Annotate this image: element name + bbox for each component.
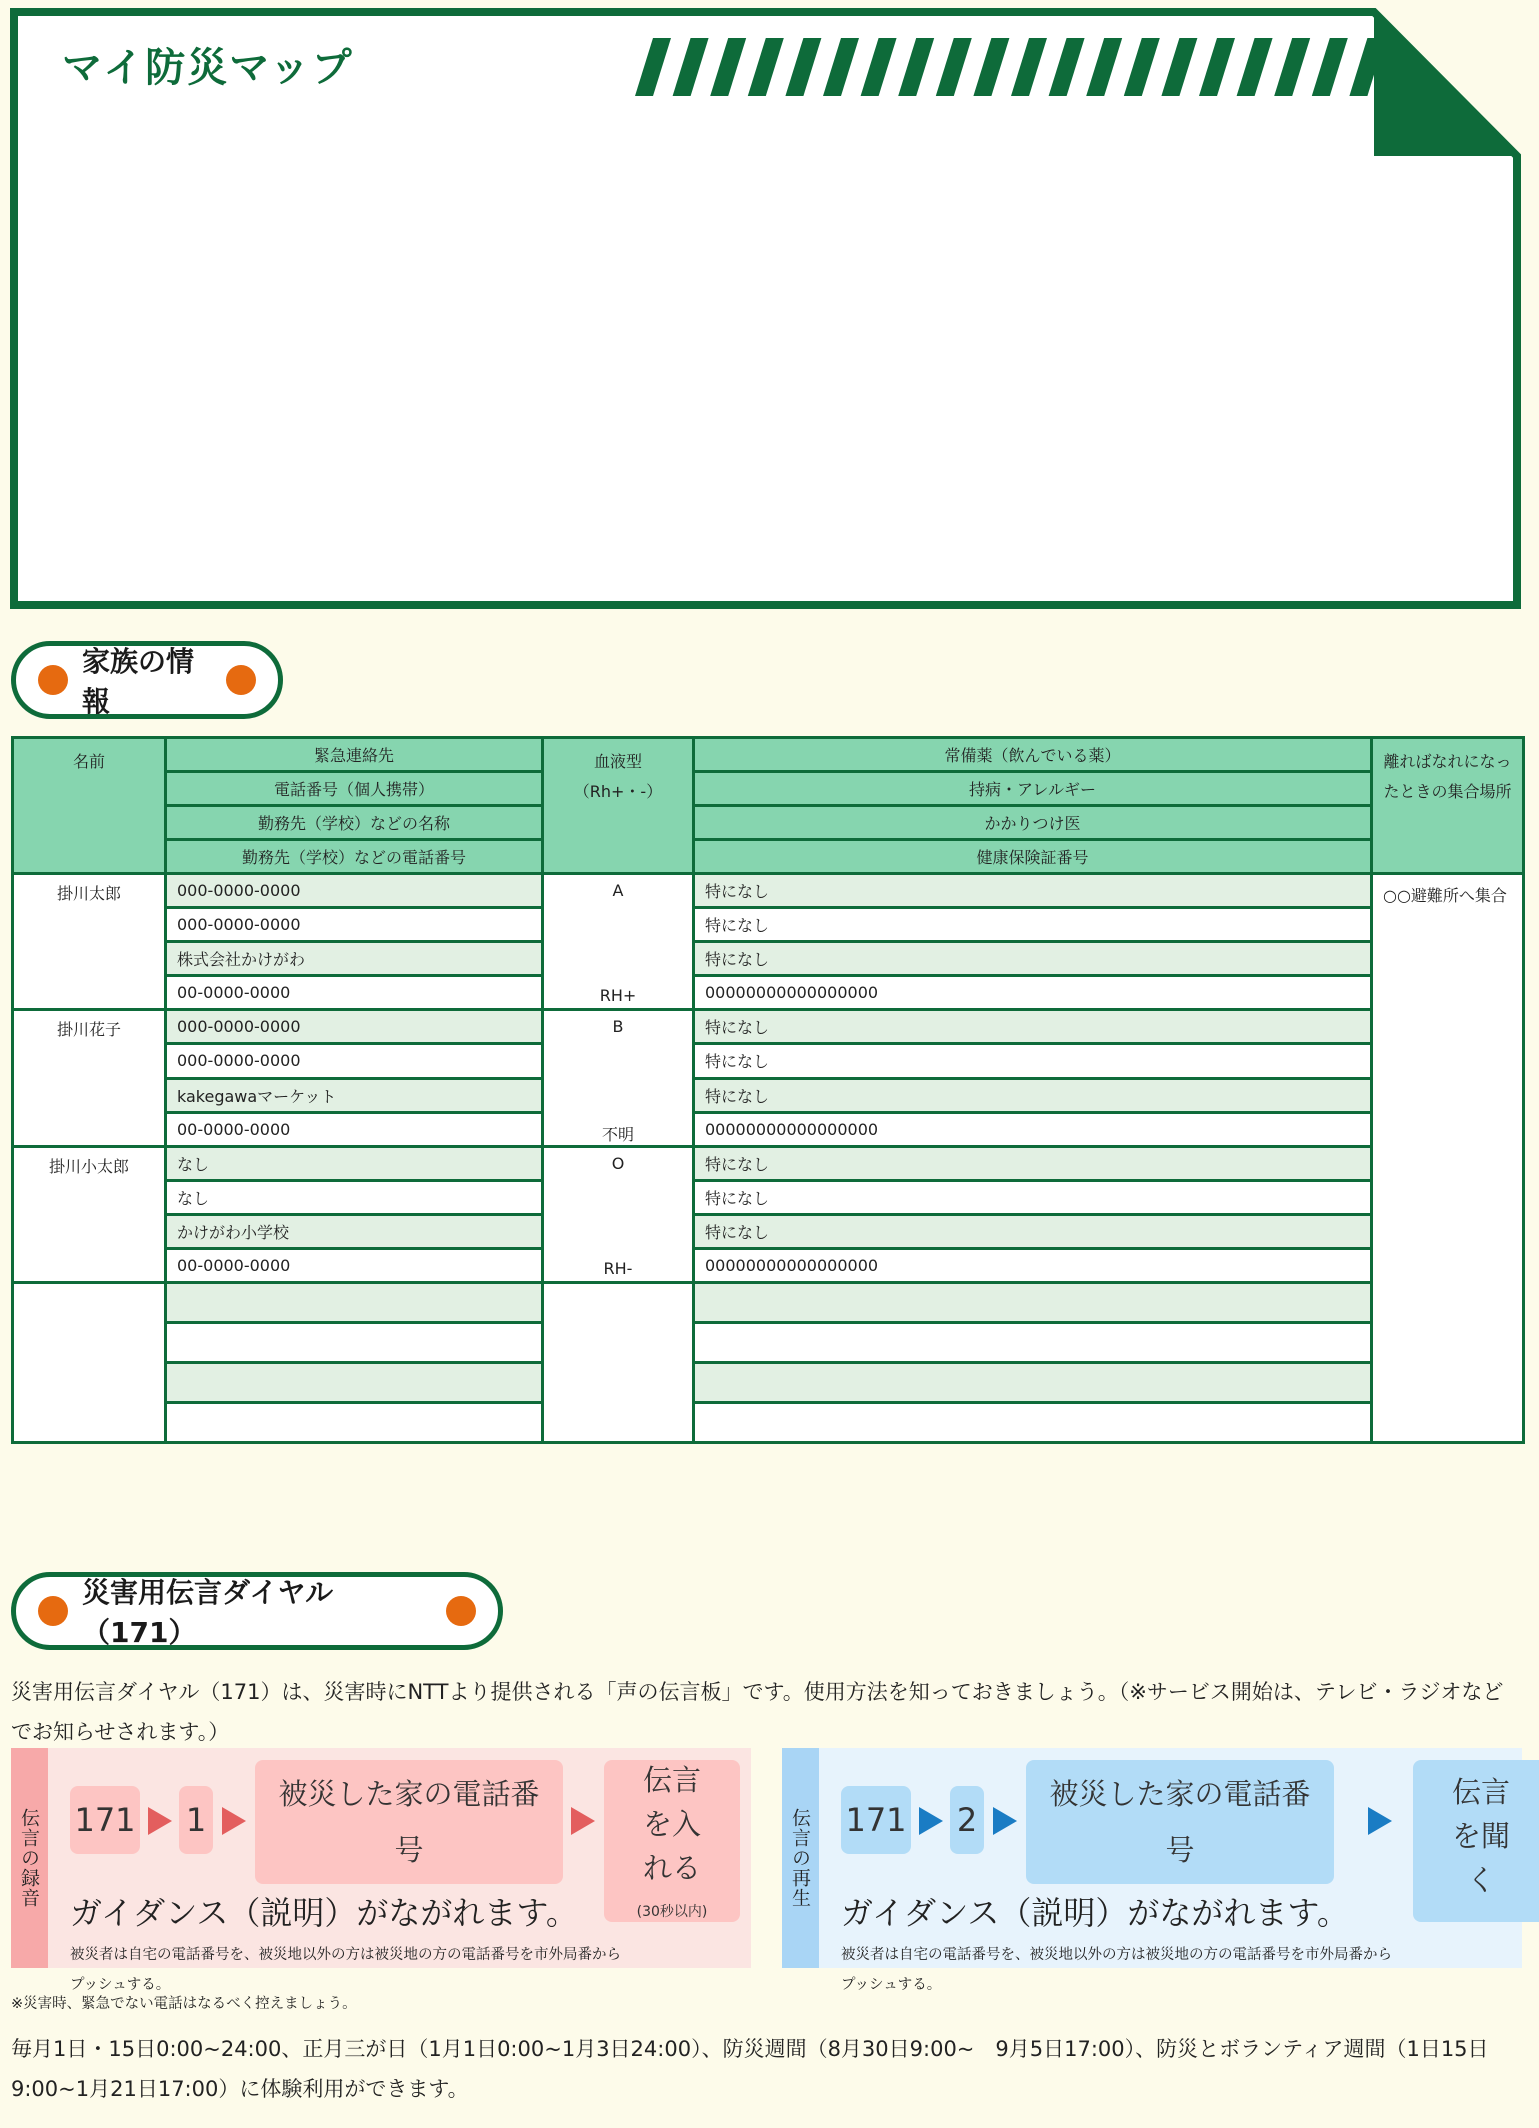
member-medical-cell: 00000000000000000: [694, 1249, 1372, 1283]
member-medical-cell: 特になし: [694, 1078, 1372, 1112]
header-workplace-phone: 勤務先（学校）などの電話番号: [166, 840, 543, 874]
header-insurance-number: 健康保険証番号: [694, 840, 1372, 874]
member-contact-cell: kakegawaマーケット: [166, 1078, 543, 1112]
table-row: [13, 1044, 1524, 1078]
map-title: マイ防災マップ: [62, 45, 354, 91]
member-contact-cell: 000-0000-0000: [166, 874, 543, 908]
member-medical-cell: 特になし: [694, 942, 1372, 976]
arrow-right-icon: [1368, 1807, 1392, 1835]
table-row: [13, 908, 1524, 942]
trial-usage-note: 毎月1日・15日0:00~24:00、正月三が日（1月1日0:00~1月3日24:00）、防災週間（8月30日9:00~ 9月5日17:00）、防災とボランティア週間（1日15日9:00~1月21日17:00）に体験利用ができます。: [11, 2037, 1489, 2101]
table-row: [13, 1215, 1524, 1249]
record-phone-box: 被災した家の電話番号: [255, 1760, 563, 1884]
table-row: [13, 1249, 1524, 1283]
table-row: [13, 1078, 1524, 1112]
orange-dot-icon: [38, 665, 68, 695]
member-medical-cell: 特になし: [694, 1147, 1372, 1181]
arrow-right-icon: [993, 1807, 1017, 1835]
member-blood-type: B: [612, 1017, 624, 1036]
record-dial-number: 171: [70, 1786, 140, 1854]
member-medical-cell: 特になし: [694, 1044, 1372, 1078]
member-medical-cell: 00000000000000000: [694, 976, 1372, 1010]
meeting-place: ○○避難所へ集合: [1372, 874, 1524, 1443]
member-medical-cell: 特になし: [694, 874, 1372, 908]
family-info-heading: [11, 641, 283, 719]
record-step-number: 1: [179, 1786, 213, 1854]
table-row: [13, 1323, 1524, 1363]
member-blood-cell: [543, 874, 694, 1010]
header-workplace-name: 勤務先（学校）などの名称: [166, 806, 543, 840]
record-tab-label: 伝言の録音: [18, 1808, 40, 1908]
play-guidance: ガイダンス（説明）がながれます。: [841, 1894, 1349, 1932]
member-name: 掛川花子: [13, 1010, 166, 1147]
table-row: [13, 1403, 1524, 1443]
orange-dot-icon: [446, 1596, 476, 1626]
play-note: 被災者は自宅の電話番号を、被災地以外の方は被災地の方の電話番号を市外局番からプッシュする。: [841, 1947, 1392, 1993]
arrow-right-icon: [919, 1807, 943, 1835]
member-medical-cell: 00000000000000000: [694, 1112, 1372, 1146]
arrow-right-icon: [222, 1807, 246, 1835]
member-contact-cell: 00-0000-0000: [166, 1112, 543, 1146]
member-medical-cell: 特になし: [694, 908, 1372, 942]
member-medical-cell: [694, 1283, 1372, 1323]
play-phone-box: 被災した家の電話番号: [1026, 1760, 1334, 1884]
member-contact-cell: 株式会社かけがわ: [166, 942, 543, 976]
record-panel: [11, 1748, 751, 1993]
dial-description: 災害用伝言ダイヤル（171）は、災害時にNTTより提供される「声の伝言板」です。使用方法を知っておきましょう。（※サービス開始は、テレビ・ラジオなどでお知らせされます。）: [11, 1680, 1504, 1744]
member-medical-cell: [694, 1363, 1372, 1403]
member-contact-cell: 000-0000-0000: [166, 908, 543, 942]
table-row: [13, 942, 1524, 976]
play-tab: [782, 1748, 819, 1968]
member-medical-cell: 特になし: [694, 1181, 1372, 1215]
member-name: 掛川小太郎: [13, 1147, 166, 1283]
table-row: [13, 1181, 1524, 1215]
member-contact-cell: 000-0000-0000: [166, 1010, 543, 1044]
dial-heading: [11, 1572, 503, 1650]
member-contact-cell: なし: [166, 1147, 543, 1181]
member-blood-type: O: [611, 1154, 625, 1173]
record-end-label: 伝言を入れる: [642, 1763, 701, 1885]
table-row: [13, 976, 1524, 1010]
member-blood-cell: [543, 1283, 694, 1443]
header-meeting-place: 離ればなれになったときの集合場所: [1372, 738, 1524, 874]
member-contact-cell: 00-0000-0000: [166, 1249, 543, 1283]
member-blood-cell: [543, 1147, 694, 1283]
table-row: [13, 1010, 1524, 1044]
member-name: [13, 1283, 166, 1443]
table-row: [13, 1283, 1524, 1323]
play-panel: [782, 1748, 1522, 1993]
play-step-number: 2: [950, 1786, 984, 1854]
family-info-table: [11, 736, 1525, 1444]
member-contact-cell: 00-0000-0000: [166, 976, 543, 1010]
record-guidance: ガイダンス（説明）がながれます。: [70, 1894, 578, 1932]
record-tab: [11, 1748, 48, 1968]
member-medical-cell: 特になし: [694, 1010, 1372, 1044]
table-row: [13, 1363, 1524, 1403]
header-doctor: かかりつけ医: [694, 806, 1372, 840]
table-row: [13, 1147, 1524, 1181]
play-end-label: 伝言を聞く: [1451, 1775, 1510, 1897]
family-info-heading-text: 家族の情報: [82, 645, 195, 718]
record-end-box: [604, 1760, 740, 1922]
member-contact-cell: [166, 1323, 543, 1363]
orange-dot-icon: [38, 1596, 68, 1626]
record-steps: [48, 1748, 751, 1993]
caution-note: ※災害時、緊急でない電話はなるべく控えましょう。: [11, 1996, 357, 2012]
member-blood-type: A: [612, 881, 624, 900]
header-contact-emergency: 緊急連絡先: [166, 738, 543, 772]
member-rh: RH-: [603, 1259, 633, 1278]
member-name: 掛川太郎: [13, 874, 166, 1010]
play-steps: [819, 1748, 1522, 1993]
member-contact-cell: かけがわ小学校: [166, 1215, 543, 1249]
member-rh: 不明: [601, 1125, 634, 1144]
member-medical-cell: 特になし: [694, 1215, 1372, 1249]
arrow-right-icon: [571, 1807, 595, 1835]
map-frame: [10, 8, 1522, 609]
member-medical-cell: [694, 1323, 1372, 1363]
play-end-box: [1413, 1760, 1539, 1922]
play-dial-number: 171: [841, 1786, 911, 1854]
member-contact-cell: [166, 1363, 543, 1403]
table-row: [13, 1112, 1524, 1146]
table-row: [13, 874, 1524, 908]
play-tab-label: 伝言の再生: [789, 1808, 811, 1908]
header-blood-type: 血液型 （Rh+・-）: [543, 738, 694, 874]
member-blood-cell: [543, 1010, 694, 1147]
record-end-note: (30秒以内): [636, 1904, 708, 1920]
member-contact-cell: [166, 1403, 543, 1443]
my-disaster-map-panel: [10, 8, 1522, 609]
header-name: 名前: [13, 738, 166, 874]
member-rh: RH+: [599, 986, 637, 1005]
orange-dot-icon: [226, 665, 256, 695]
map-drawing-area: [14, 12, 1517, 605]
arrow-right-icon: [148, 1807, 172, 1835]
record-note: 被災者は自宅の電話番号を、被災地以外の方は被災地の方の電話番号を市外局番からプッシュする。: [70, 1947, 621, 1993]
member-contact-cell: [166, 1283, 543, 1323]
header-phone: 電話番号（個人携帯）: [166, 772, 543, 806]
member-contact-cell: なし: [166, 1181, 543, 1215]
member-medical-cell: [694, 1403, 1372, 1443]
header-condition: 持病・アレルギー: [694, 772, 1372, 806]
dial-heading-text: 災害用伝言ダイヤル（171）: [82, 1576, 334, 1649]
header-medicine: 常備薬（飲んでいる薬）: [694, 738, 1372, 772]
member-contact-cell: 000-0000-0000: [166, 1044, 543, 1078]
